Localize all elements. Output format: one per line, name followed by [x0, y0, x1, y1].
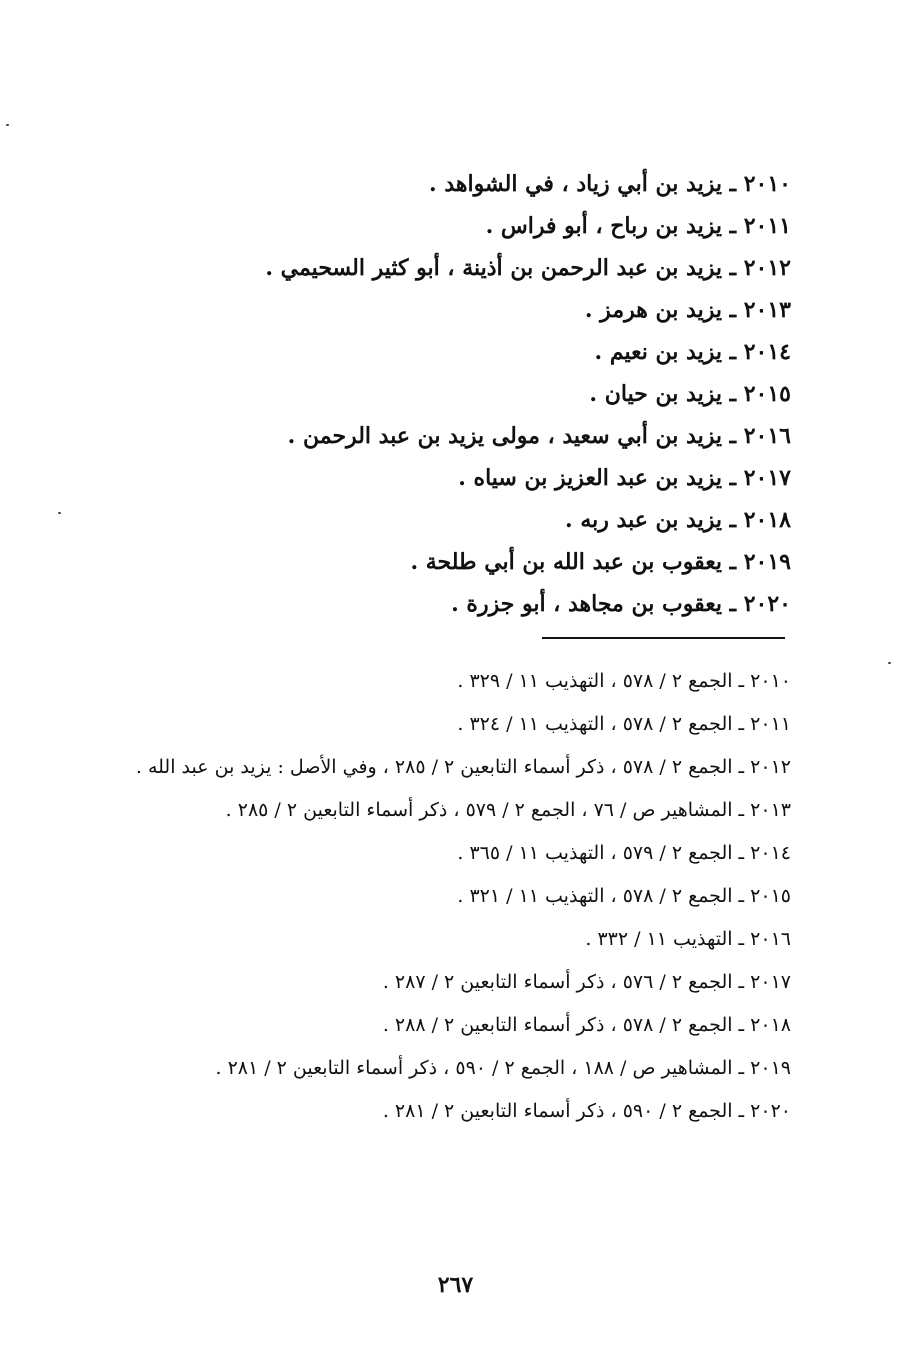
footnote-item: ٢٠١٢ ـ الجمع ٢ / ٥٧٨ ، ذكر أسماء التابعين ٢ / ٢٨٥ ، وفي الأصل : يزيد بن عبد الله .	[135, 756, 791, 778]
entry-item: ٢٠١٤ ـ يزيد بن نعيم .	[594, 339, 791, 365]
entry-item: ٢٠١٠ ـ يزيد بن أبي زياد ، في الشواهد .	[429, 171, 791, 197]
entry-item: ٢٠١٣ ـ يزيد بن هرمز .	[584, 297, 791, 323]
footnote-item: ٢٠١٥ ـ الجمع ٢ / ٥٧٨ ، التهذيب ١١ / ٣٢١ .	[457, 885, 791, 907]
footnote-list	[119, 660, 791, 1133]
footnote-item: ٢٠١٩ ـ المشاهير ص / ١٨٨ ، الجمع ٢ / ٥٩٠ ، ذكر أسماء التابعين ٢ / ٢٨١ .	[215, 1057, 791, 1079]
footnote-item: ٢٠١٠ ـ الجمع ٢ / ٥٧٨ ، التهذيب ١١ / ٣٢٩ .	[457, 670, 791, 692]
entry-item: ٢٠١٥ ـ يزيد بن حيان .	[589, 381, 791, 407]
entry-item: ٢٠١٨ ـ يزيد بن عبد ربه .	[565, 507, 791, 533]
scan-speck	[888, 662, 891, 664]
entry-item: ٢٠١٩ ـ يعقوب بن عبد الله بن أبي طلحة .	[410, 549, 791, 575]
footnote-item: ٢٠١١ ـ الجمع ٢ / ٥٧٨ ، التهذيب ١١ / ٣٢٤ .	[457, 713, 791, 735]
entry-item: ٢٠٢٠ ـ يعقوب بن مجاهد ، أبو جزرة .	[451, 591, 791, 617]
entry-item: ٢٠١٦ ـ يزيد بن أبي سعيد ، مولى يزيد بن عبد الرحمن .	[287, 423, 791, 449]
scan-speck	[58, 512, 61, 514]
footnote-item: ٢٠١٦ ـ التهذيب ١١ / ٣٣٢ .	[585, 928, 791, 950]
footnote-item: ٢٠١٤ ـ الجمع ٢ / ٥٧٩ ، التهذيب ١١ / ٣٦٥ .	[457, 842, 791, 864]
footnote-separator	[542, 637, 785, 639]
entry-item: ٢٠١٢ ـ يزيد بن عبد الرحمن بن أذينة ، أبو كثير السحيمي .	[265, 255, 791, 281]
entry-item: ٢٠١١ ـ يزيد بن رباح ، أبو فراس .	[485, 213, 791, 239]
footnote-item: ٢٠٢٠ ـ الجمع ٢ / ٥٩٠ ، ذكر أسماء التابعين ٢ / ٢٨١ .	[382, 1100, 791, 1122]
footnote-item: ٢٠١٧ ـ الجمع ٢ / ٥٧٦ ، ذكر أسماء التابعين ٢ / ٢٨٧ .	[382, 971, 791, 993]
page-number: ٢٦٧	[437, 1272, 474, 1298]
footnote-item: ٢٠١٣ ـ المشاهير ص / ٧٦ ، الجمع ٢ / ٥٧٩ ، ذكر أسماء التابعين ٢ / ٢٨٥ .	[225, 799, 791, 821]
footnote-item: ٢٠١٨ ـ الجمع ٢ / ٥٧٨ ، ذكر أسماء التابعين ٢ / ٢٨٨ .	[382, 1014, 791, 1036]
entry-list	[191, 163, 791, 625]
entry-item: ٢٠١٧ ـ يزيد بن عبد العزيز بن سياه .	[458, 465, 791, 491]
scan-speck	[6, 124, 9, 126]
